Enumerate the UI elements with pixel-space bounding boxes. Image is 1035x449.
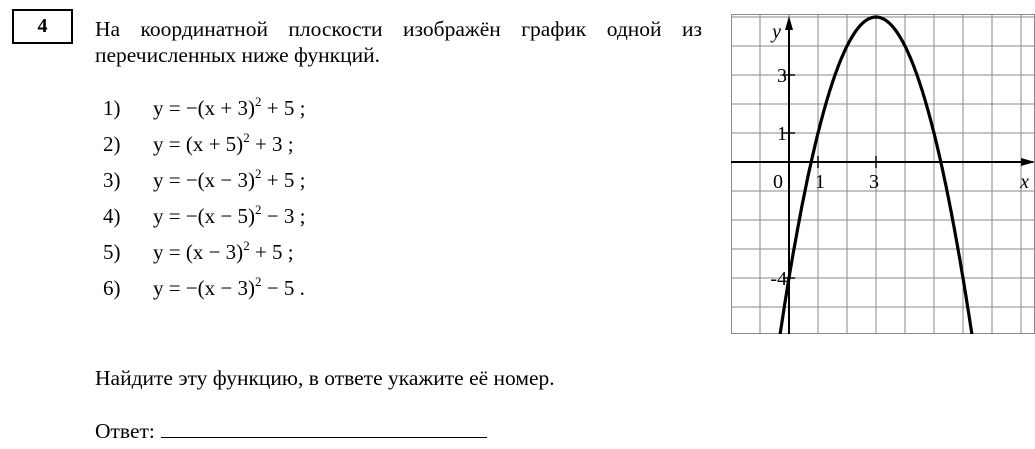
x-axis-arrow-icon [1021, 158, 1035, 166]
y-tick-label: 3 [777, 65, 787, 87]
problem-statement: На координатной плоскости изображён график одной из перечисленных ниже функций. [95, 17, 702, 67]
x-axis-label: x [1020, 171, 1029, 193]
problem-number: 4 [12, 9, 73, 44]
option-formula: $y = (x + 5)^2 + 3$ ; [153, 130, 294, 156]
option-number: 3) [103, 168, 121, 192]
option-number: 2) [103, 132, 121, 156]
option-formula: $y = -(x - 3)^2 - 5$ . [153, 274, 305, 300]
option-number: 6) [103, 276, 121, 300]
answer-line[interactable] [161, 417, 487, 438]
option-4 [103, 204, 305, 240]
y-tick-label: 1 [777, 123, 787, 145]
option-number: 1) [103, 96, 121, 120]
option-2 [103, 132, 305, 168]
y-tick-label: -4 [770, 268, 787, 290]
option-5 [103, 240, 305, 276]
y-axis-label: y [772, 21, 781, 43]
option-formula: $y = -(x - 5)^2 - 3$ ; [153, 202, 306, 228]
option-number: 5) [103, 240, 121, 264]
option-number: 4) [103, 204, 121, 228]
answer-row [95, 417, 487, 444]
option-formula: $y = -(x + 3)^2 + 5$ ; [153, 94, 306, 120]
options-list [103, 96, 305, 312]
tick-marks [783, 75, 876, 278]
function-graph [731, 14, 1035, 334]
option-formula: $y = -(x - 3)^2 + 5$ ; [153, 166, 306, 192]
task-text: Найдите эту функцию, в ответе укажите её номер. [95, 366, 555, 390]
y-axis-arrow-icon [785, 16, 793, 30]
option-6 [103, 276, 305, 312]
option-formula: $y = (x - 3)^2 + 5$ ; [153, 238, 294, 264]
option-1 [103, 96, 305, 132]
answer-label: Ответ: [95, 419, 155, 443]
x-tick-label: 1 [815, 171, 825, 193]
option-3 [103, 168, 305, 204]
x-tick-label: 3 [869, 171, 879, 193]
origin-label: 0 [773, 171, 783, 193]
